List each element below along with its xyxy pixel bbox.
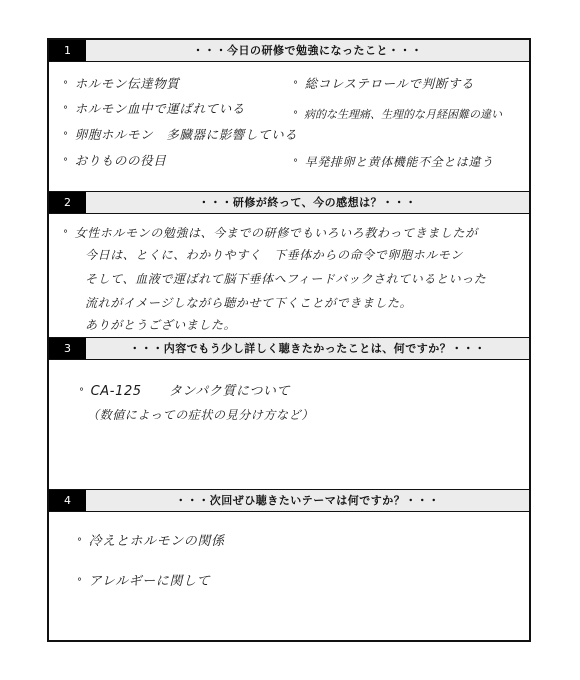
section-title: ・・・次回ぜひ聴きたいテーマは何ですか？・・・ xyxy=(86,490,529,511)
bullet-mark: ° xyxy=(77,577,83,588)
handwritten-note: ° おりものの役目 xyxy=(63,153,167,168)
handwritten-note: 今日は、とくに、わかりやすく 下垂体からの命令で卵胞ホルモン xyxy=(85,248,464,262)
section-number: 2 xyxy=(49,192,86,213)
handwritten-note: ° アレルギーに関して xyxy=(77,574,211,589)
handwritten-note: ° 女性ホルモンの勉強は、今までの研修でもいろいろ教わってきましたが xyxy=(63,226,478,240)
handwritten-note: ありがとうございました。 xyxy=(85,318,237,332)
section-number: 4 xyxy=(49,490,86,511)
bullet-mark: ° xyxy=(63,105,69,116)
bullet-mark: ° xyxy=(63,229,69,240)
handwritten-note: ° 卵胞ホルモン 多臓器に影響している xyxy=(63,127,298,142)
section-title: ・・・今日の研修で勉強になったこと・・・ xyxy=(86,40,529,61)
handwritten-note: ° 総コレステロールで判断する xyxy=(293,76,475,91)
handwritten-note: ° 病的な生理痛、生理的な月経困難の違い xyxy=(293,108,502,121)
bullet-mark: ° xyxy=(77,537,83,548)
section-2 xyxy=(49,191,529,337)
section-4-header xyxy=(49,490,529,512)
bullet-mark: ° xyxy=(63,131,69,142)
section-1-header xyxy=(49,40,529,62)
section-3 xyxy=(49,337,529,489)
handwritten-note: ° ホルモン伝達物質 xyxy=(63,76,180,91)
bullet-mark: ° xyxy=(63,80,69,91)
handwritten-note: ° 早発排卵と黄体機能不全とは違う xyxy=(293,155,494,169)
section-title: ・・・研修が終って、今の感想は？・・・ xyxy=(86,192,529,213)
bullet-mark: ° xyxy=(293,80,299,91)
section-1 xyxy=(49,40,529,191)
handwritten-note: 流れがイメージしながら聴かせて下くことができました。 xyxy=(85,296,413,310)
section-3-header xyxy=(49,338,529,360)
bullet-mark: ° xyxy=(293,110,298,121)
handwritten-note: そして、血液で運ばれて脳下垂体へフィードバックされているといった xyxy=(85,272,487,286)
section-number: 3 xyxy=(49,338,86,359)
bullet-mark: ° xyxy=(63,157,69,168)
handwritten-note: （数値によっての症状の見分け方など） xyxy=(87,408,314,422)
survey-sheet xyxy=(47,38,531,642)
handwritten-note: ° ホルモン血中で運ばれている xyxy=(63,101,245,116)
bullet-mark: ° xyxy=(293,158,299,169)
section-number: 1 xyxy=(49,40,86,61)
handwritten-note: ° 冷えとホルモンの関係 xyxy=(77,534,225,549)
handwritten-note: ° CA-125 タンパク質について xyxy=(79,384,291,399)
section-4 xyxy=(49,489,529,642)
section-2-header xyxy=(49,192,529,214)
section-title: ・・・内容でもう少し詳しく聴きたかったことは、何ですか？・・・ xyxy=(86,338,529,359)
bullet-mark: ° xyxy=(79,387,85,398)
